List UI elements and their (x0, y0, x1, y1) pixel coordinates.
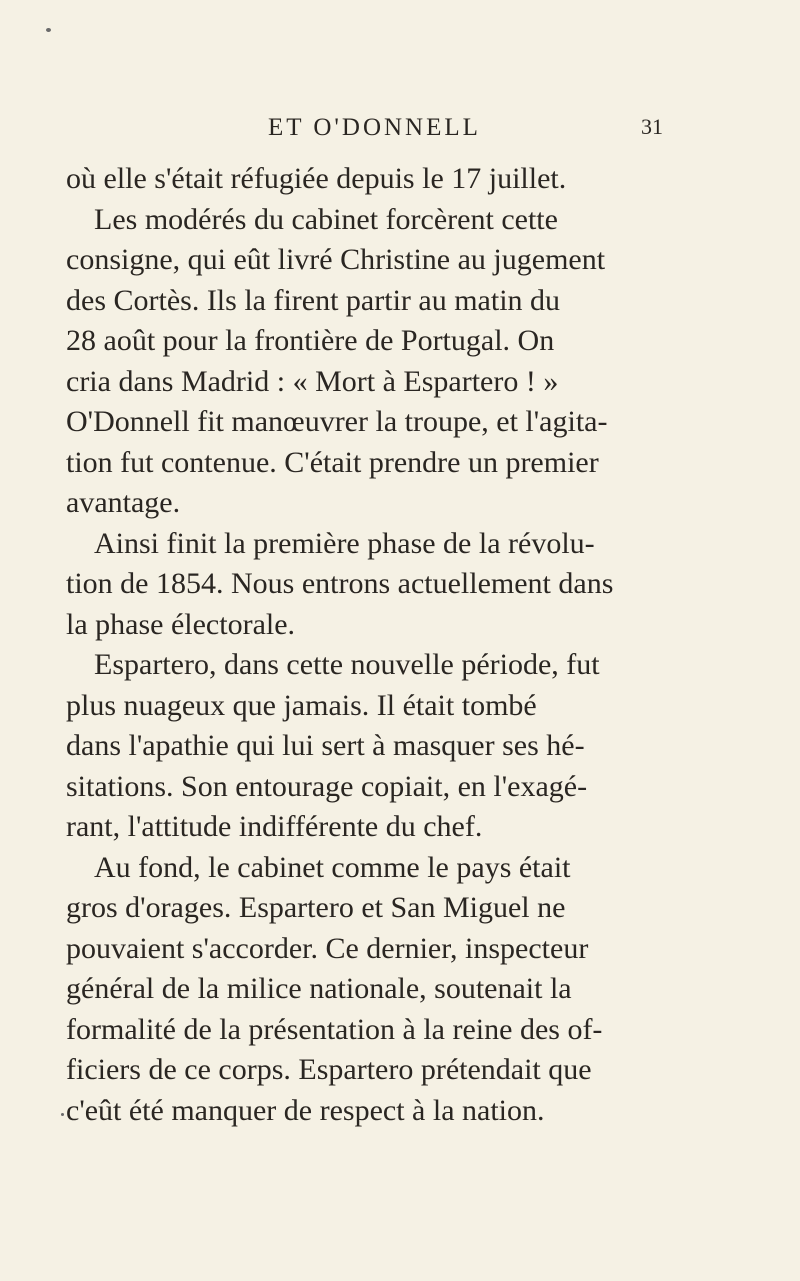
text-line: la phase électorale. (66, 607, 296, 641)
text-line: cria dans Madrid : « Mort à Espartero ! » (66, 364, 559, 398)
text-line: consigne, qui eût livré Christine au jugement (66, 243, 606, 276)
text-line: Ainsi finit la première phase de la révolu- (94, 526, 595, 560)
text-line: avantage. (66, 486, 181, 519)
text-line: dans l'apathie qui lui sert à masquer ses hé- (66, 729, 585, 762)
text-line: tion de 1854. Nous entrons actuellement dans (66, 567, 614, 600)
text-line: pouvaient s'accorder. Ce dernier, inspecteur (66, 931, 589, 965)
page-header (0, 114, 800, 144)
text-line: Espartero, dans cette nouvelle période, fut (94, 648, 600, 681)
text-line: O'Donnell fit manœuvrer la troupe, et l'agita- (66, 405, 608, 438)
page-number: 31 (641, 114, 663, 139)
text-line: sitations. Son entourage copiait, en l'exagé- (66, 769, 588, 803)
text-line: gros d'orages. Espartero et San Miguel ne (66, 891, 566, 924)
text-line: des Cortès. Ils la firent partir au matin du (66, 283, 561, 317)
text-line: général de la milice nationale, soutenait la (66, 972, 572, 1005)
ink-speck (46, 28, 51, 32)
text-line: c'eût été manquer de respect à la nation. (66, 1093, 545, 1127)
text-line: où elle s'était réfugiée depuis le 17 juillet. (66, 162, 567, 195)
text-line: formalité de la présentation à la reine des of- (66, 1012, 603, 1046)
text-line: ficiers de ce corps. Espartero prétendait que (66, 1053, 592, 1086)
text-line: rant, l'attitude indifférente du chef. (66, 810, 483, 843)
text-line: tion fut contenue. C'était prendre un premier (66, 445, 599, 479)
text-line: Au fond, le cabinet comme le pays était (94, 850, 571, 884)
body-text (66, 159, 666, 1131)
text-line: plus nuageux que jamais. Il était tombé (66, 688, 537, 722)
text-line: Les modérés du cabinet forcèrent cette (94, 202, 558, 236)
ink-speck (61, 1113, 64, 1116)
running-title: ET O'DONNELL (268, 114, 481, 141)
text-line: 28 août pour la frontière de Portugal. On (66, 324, 555, 357)
